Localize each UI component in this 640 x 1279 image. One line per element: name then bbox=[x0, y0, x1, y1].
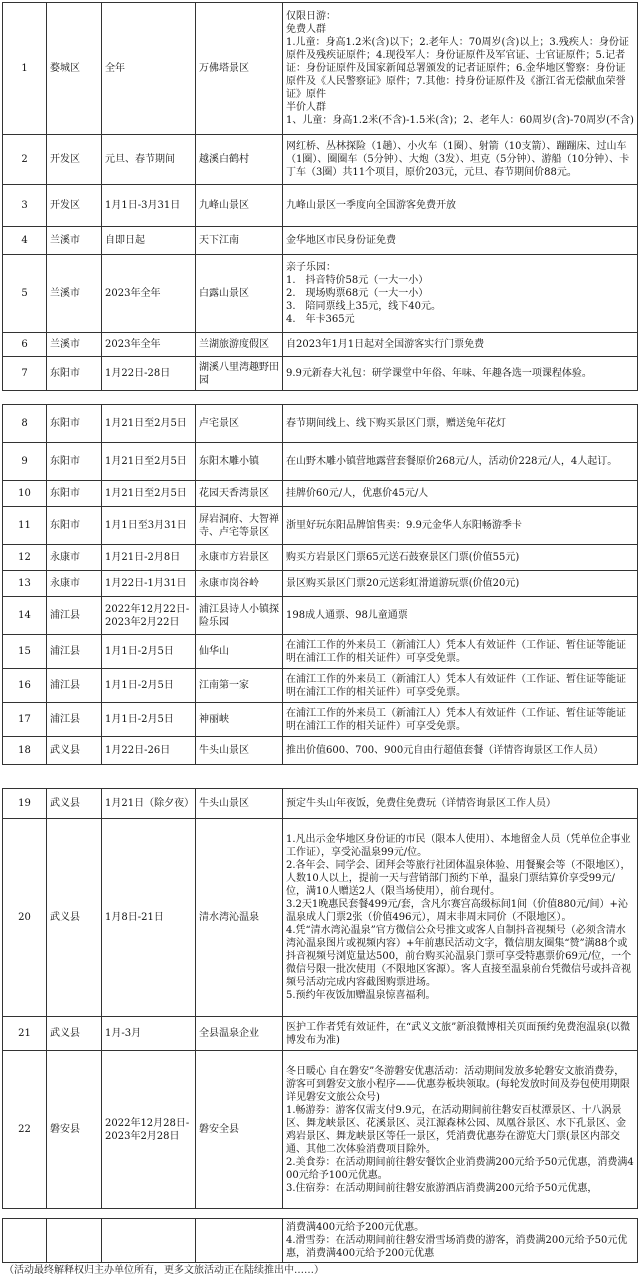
cell-area: 兰溪市 bbox=[47, 333, 102, 357]
cell-area: 兰溪市 bbox=[47, 227, 102, 255]
cell-place: 花园天香湾景区 bbox=[196, 481, 283, 507]
cell-period: 1月1日-3月31日 bbox=[102, 185, 196, 227]
cell-place: 浦江县诗人小镇探险乐园 bbox=[196, 597, 283, 635]
table-row bbox=[3, 789, 638, 819]
cell-number: 10 bbox=[3, 481, 47, 507]
table-row bbox=[3, 669, 638, 703]
cell-number: 7 bbox=[3, 357, 47, 391]
cell-description: 景区购买景区门票20元送彩虹滑道游玩票(价值20元) bbox=[283, 571, 638, 597]
table-row bbox=[3, 135, 638, 185]
cell-period: 1月1日-2月5日 bbox=[102, 703, 196, 737]
cell-number: 1 bbox=[3, 3, 47, 135]
cell-place: 神丽峡 bbox=[196, 703, 283, 737]
cell-period: 2022年12月28日-2023年2月28日 bbox=[102, 1051, 196, 1209]
cell-number: 13 bbox=[3, 571, 47, 597]
cell-number: 6 bbox=[3, 333, 47, 357]
cell-period: 1月21日至2月5日 bbox=[102, 481, 196, 507]
cell-description: 在浦江工作的外来员工（新浦江人）凭本人有效证件（工作证、暂住证等能证明在浦江工作的相关证件）可享受免票。 bbox=[283, 635, 638, 669]
table-row bbox=[3, 545, 638, 571]
cell-period: 1月1日至3月31日 bbox=[102, 507, 196, 545]
cell-area: 武义县 bbox=[47, 819, 102, 1017]
table-row bbox=[3, 185, 638, 227]
cell-place: 磐安全县 bbox=[196, 1051, 283, 1209]
cell-description: 挂牌价60元/人，优惠价45元/人 bbox=[283, 481, 638, 507]
cell-description: 网红桥、丛林探险（1趟）、小火车（1圈）、射箭（10支箭）、蹦蹦床、过山车（1圈）、圈圈车（5分钟）、大炮（3发）、坦克（5分钟）、游船（10分钟）、卡丁车（3圈）共11个项目，原价203元，元旦、春节期间价88元。 bbox=[283, 135, 638, 185]
table-row bbox=[3, 333, 638, 357]
cell-description: 1.凡出示金华地区身份证的市民（限本人使用）、本地留金人员（凭单位企事业工作证），享受沁温泉99元/位。 2.各年会、同学会、团拜会等旅行社团体温泉体验、用餐聚会等（不限地区），人数10人以上，提前一天与营销部门预约下单，温泉门票结算价享受99元/位，满10人赠送2人（限当场使用），前台现付。 3.2天1晚惠民套餐499元/套，含凡尔赛宫高级标间1间（价值880元/间）+沁温泉成人门票2张（价值496元），周末非周末同价（不限地区）。 4.凭“清水湾沁温泉”官方微信公众号推文或客人自制抖音视频号（必须含清水湾沁温泉图片或视频内容）+年前惠民活动文字，微信朋友圈集“赞”满88个或抖音视频号浏览量达500，前台购买沁温泉门票可享受特惠票价69元/位，一个微信号限一批次使用（不限地区客源）。客人直接至温泉前台凭微信号或抖音视频号活动完成内容截图购票进场。 5.预约年夜饭加赠温泉惊喜福利。 bbox=[283, 819, 638, 1017]
cell-period: 1月21日至2月5日 bbox=[102, 443, 196, 481]
cell-description: 浙里好玩东阳品牌馆售卖：9.9元金华人东阳畅游季卡 bbox=[283, 507, 638, 545]
cell-area: 浦江县 bbox=[47, 703, 102, 737]
table-body-1 bbox=[3, 3, 638, 391]
cell-period: 1月22日-1月31日 bbox=[102, 571, 196, 597]
cell-area: 兰溪市 bbox=[47, 255, 102, 333]
cell-area: 武义县 bbox=[47, 789, 102, 819]
cell-area: 武义县 bbox=[47, 737, 102, 765]
table-row bbox=[3, 255, 638, 333]
cell-area: 开发区 bbox=[47, 135, 102, 185]
table-row bbox=[3, 571, 638, 597]
cell-number: 16 bbox=[3, 669, 47, 703]
cell-empty bbox=[47, 1219, 102, 1263]
table-body-2 bbox=[3, 405, 638, 765]
cell-number: 8 bbox=[3, 405, 47, 443]
cell-place: 万佛塔景区 bbox=[196, 3, 283, 135]
cell-period: 1月21日-2月8日 bbox=[102, 545, 196, 571]
footer-note: （活动最终解释权归主办单位所有，更多文旅活动正在陆续推出中……） bbox=[4, 1265, 324, 1276]
cell-period: 1月21日（除夕夜） bbox=[102, 789, 196, 819]
cell-number: 15 bbox=[3, 635, 47, 669]
cell-description: 在浦江工作的外来员工（新浦江人）凭本人有效证件（工作证、暂住证等能证明在浦江工作的相关证件）可享受免票。 bbox=[283, 703, 638, 737]
cell-number: 17 bbox=[3, 703, 47, 737]
cell-place: 兰湖旅游度假区 bbox=[196, 333, 283, 357]
table-row bbox=[3, 597, 638, 635]
table-row bbox=[3, 227, 638, 255]
cell-area: 东阳市 bbox=[47, 357, 102, 391]
cell-area: 东阳市 bbox=[47, 443, 102, 481]
cell-place: 天下江南 bbox=[196, 227, 283, 255]
table-row bbox=[3, 1017, 638, 1051]
cell-place: 全县温泉企业 bbox=[196, 1017, 283, 1051]
cell-place: 卢宅景区 bbox=[196, 405, 283, 443]
cell-period: 2022年12月22日-2023年2月22日 bbox=[102, 597, 196, 635]
cell-place: 永康市岗谷岭 bbox=[196, 571, 283, 597]
cell-area: 开发区 bbox=[47, 185, 102, 227]
cell-empty bbox=[196, 1219, 283, 1263]
cell-period: 全年 bbox=[102, 3, 196, 135]
cell-area: 东阳市 bbox=[47, 507, 102, 545]
cell-period: 自即日起 bbox=[102, 227, 196, 255]
cell-place: 牛头山景区 bbox=[196, 789, 283, 819]
cell-description: 购买方岩景区门票65元送石鼓寮景区门票(价值55元) bbox=[283, 545, 638, 571]
table-row bbox=[3, 443, 638, 481]
cell-period: 1月21日至2月5日 bbox=[102, 405, 196, 443]
cell-description: 自2023年1月1日起对全国游客实行门票免费 bbox=[283, 333, 638, 357]
cell-area: 磐安县 bbox=[47, 1051, 102, 1209]
cell-description: 春节期间线上、线下购买景区门票，赠送兔年花灯 bbox=[283, 405, 638, 443]
cell-area: 永康市 bbox=[47, 545, 102, 571]
cell-area: 婺城区 bbox=[47, 3, 102, 135]
cell-number: 9 bbox=[3, 443, 47, 481]
cell-number: 5 bbox=[3, 255, 47, 333]
cell-area: 浦江县 bbox=[47, 597, 102, 635]
cell-empty bbox=[3, 1219, 47, 1263]
cell-period: 1月1日-2月5日 bbox=[102, 635, 196, 669]
table-part-3 bbox=[2, 788, 638, 1209]
table-row bbox=[3, 507, 638, 545]
cell-place: 江南第一家 bbox=[196, 669, 283, 703]
cell-place: 湖溪八里湾趣野田园 bbox=[196, 357, 283, 391]
table-row bbox=[3, 357, 638, 391]
cell-description: 冬日暖心 自在磐安”冬游磐安优惠活动：活动期间发放多轮磐安文旅消费券，游客可到磐安文旅小程序——优惠券板块领取。(每轮发放时间及券包使用期限详见磐安文旅公众号) 1.畅游券：游客仅需支付9.9元，在活动期间前往磐安百杖潭景区、十八涡景区、舞龙峡景区、花溪景区、灵江源森林公园、凤凰谷景区、水下孔景区、金鸡岩景区、舞龙峡景区等任一景区，凭消费优惠券在游览大门票(景区内部交通、其他二次体验消费项目除外。 2.美食券：在活动期间前往磐安餐饮企业消费满200元给予50元优惠，消费满400元给予100元优惠。 3.住宿券：在活动期间前往磐安旅游酒店消费满200元给予50元优惠， bbox=[283, 1051, 638, 1209]
cell-period: 2023年全年 bbox=[102, 255, 196, 333]
cell-area: 东阳市 bbox=[47, 481, 102, 507]
cell-area: 浦江县 bbox=[47, 669, 102, 703]
table-part-1 bbox=[2, 2, 638, 391]
cell-number: 18 bbox=[3, 737, 47, 765]
cell-place: 屏岩洞府、大智禅寺、卢宅等景区 bbox=[196, 507, 283, 545]
cell-place: 仙华山 bbox=[196, 635, 283, 669]
table-part-2 bbox=[2, 404, 638, 765]
cell-area: 浦江县 bbox=[47, 635, 102, 669]
cell-place: 牛头山景区 bbox=[196, 737, 283, 765]
cell-description: 198成人通票、98儿童通票 bbox=[283, 597, 638, 635]
cell-number: 3 bbox=[3, 185, 47, 227]
cell-number: 4 bbox=[3, 227, 47, 255]
cell-description: 在浦江工作的外来员工（新浦江人）凭本人有效证件（工作证、暂住证等能证明在浦江工作的相关证件）可享受免票。 bbox=[283, 669, 638, 703]
cell-period: 1月1日-2月5日 bbox=[102, 669, 196, 703]
cell-description: 医护工作者凭有效证件，在“武义文旅”新浪微博相关页面预约免费泡温泉(以微博发布为准) bbox=[283, 1017, 638, 1051]
cell-place: 越溪白鹤村 bbox=[196, 135, 283, 185]
cell-area: 武义县 bbox=[47, 1017, 102, 1051]
cell-number: 19 bbox=[3, 789, 47, 819]
cell-place: 永康市方岩景区 bbox=[196, 545, 283, 571]
cell-description: 亲子乐园： 1. 抖音特价58元（一大一小） 2. 现场购票68元（一大一小） 3. 陪同票线上35元，线下40元。 4. 年卡365元 bbox=[283, 255, 638, 333]
cell-description: 9.9元新春大礼包：研学课堂中年俗、年味、年趣各选一项课程体验。 bbox=[283, 357, 638, 391]
cell-period: 元旦、春节期间 bbox=[102, 135, 196, 185]
cell-number: 20 bbox=[3, 819, 47, 1017]
cell-number: 2 bbox=[3, 135, 47, 185]
cell-description: 仅限日游： 免费人群 1.儿童：身高1.2米(含)以下；2.老年人：70周岁(含)以上；3.残疾人：身份证原件及残疾证原件；4.现役军人：身份证原件及军官证、士官证原件；5.记者证：身份证原件及国家新闻总署颁发的记者证原件；6.金华地区警察：身份证原件及《人民警察证》原件；7.其他：持身份证原件及《浙江省无偿献血荣誉证》原件 半价人群 1、儿童：身高1.2米(不含)-1.5米(含)；2、老年人：60周岁(含)-70周岁(不含) bbox=[283, 3, 638, 135]
cell-description: 预定牛头山年夜饭，免费住免费玩（详情咨询景区工作人员） bbox=[283, 789, 638, 819]
cell-number: 12 bbox=[3, 545, 47, 571]
table-row bbox=[3, 1051, 638, 1209]
cell-period: 2023年全年 bbox=[102, 333, 196, 357]
cell-area: 永康市 bbox=[47, 571, 102, 597]
table-part-4 bbox=[2, 1218, 638, 1263]
cell-place: 东阳木雕小镇 bbox=[196, 443, 283, 481]
cell-number: 11 bbox=[3, 507, 47, 545]
cell-period: 1月8日-21日 bbox=[102, 819, 196, 1017]
table-row bbox=[3, 737, 638, 765]
table-row bbox=[3, 405, 638, 443]
cell-description: 推出价值600、700、900元自由行超值套餐（详情咨询景区工作人员） bbox=[283, 737, 638, 765]
table-row bbox=[3, 3, 638, 135]
cell-place: 清水湾沁温泉 bbox=[196, 819, 283, 1017]
cell-description: 九峰山景区一季度向全国游客免费开放 bbox=[283, 185, 638, 227]
cell-number: 22 bbox=[3, 1051, 47, 1209]
cell-period: 1月-3月 bbox=[102, 1017, 196, 1051]
table-row-continuation bbox=[3, 1219, 638, 1263]
table-row bbox=[3, 819, 638, 1017]
table-row bbox=[3, 481, 638, 507]
table-row bbox=[3, 635, 638, 669]
cell-number: 21 bbox=[3, 1017, 47, 1051]
cell-description: 在山野木雕小镇营地露营套餐原价268元/人，活动价228元/人，4人起订。 bbox=[283, 443, 638, 481]
table-row bbox=[3, 703, 638, 737]
cell-place: 白露山景区 bbox=[196, 255, 283, 333]
cell-place: 九峰山景区 bbox=[196, 185, 283, 227]
cell-area: 东阳市 bbox=[47, 405, 102, 443]
cell-period: 1月22日-28日 bbox=[102, 357, 196, 391]
cell-empty bbox=[102, 1219, 196, 1263]
table-body-3 bbox=[3, 789, 638, 1209]
cell-number: 14 bbox=[3, 597, 47, 635]
cell-description-continuation: 消费满400元给予200元优惠。 4.滑雪券：在活动期间前往磐安滑雪场消费的游客，消费满200元给予50元优惠，消费满400元给予200元优惠 bbox=[283, 1219, 638, 1263]
cell-period: 1月22日-26日 bbox=[102, 737, 196, 765]
cell-description: 金华地区市民身份证免费 bbox=[283, 227, 638, 255]
